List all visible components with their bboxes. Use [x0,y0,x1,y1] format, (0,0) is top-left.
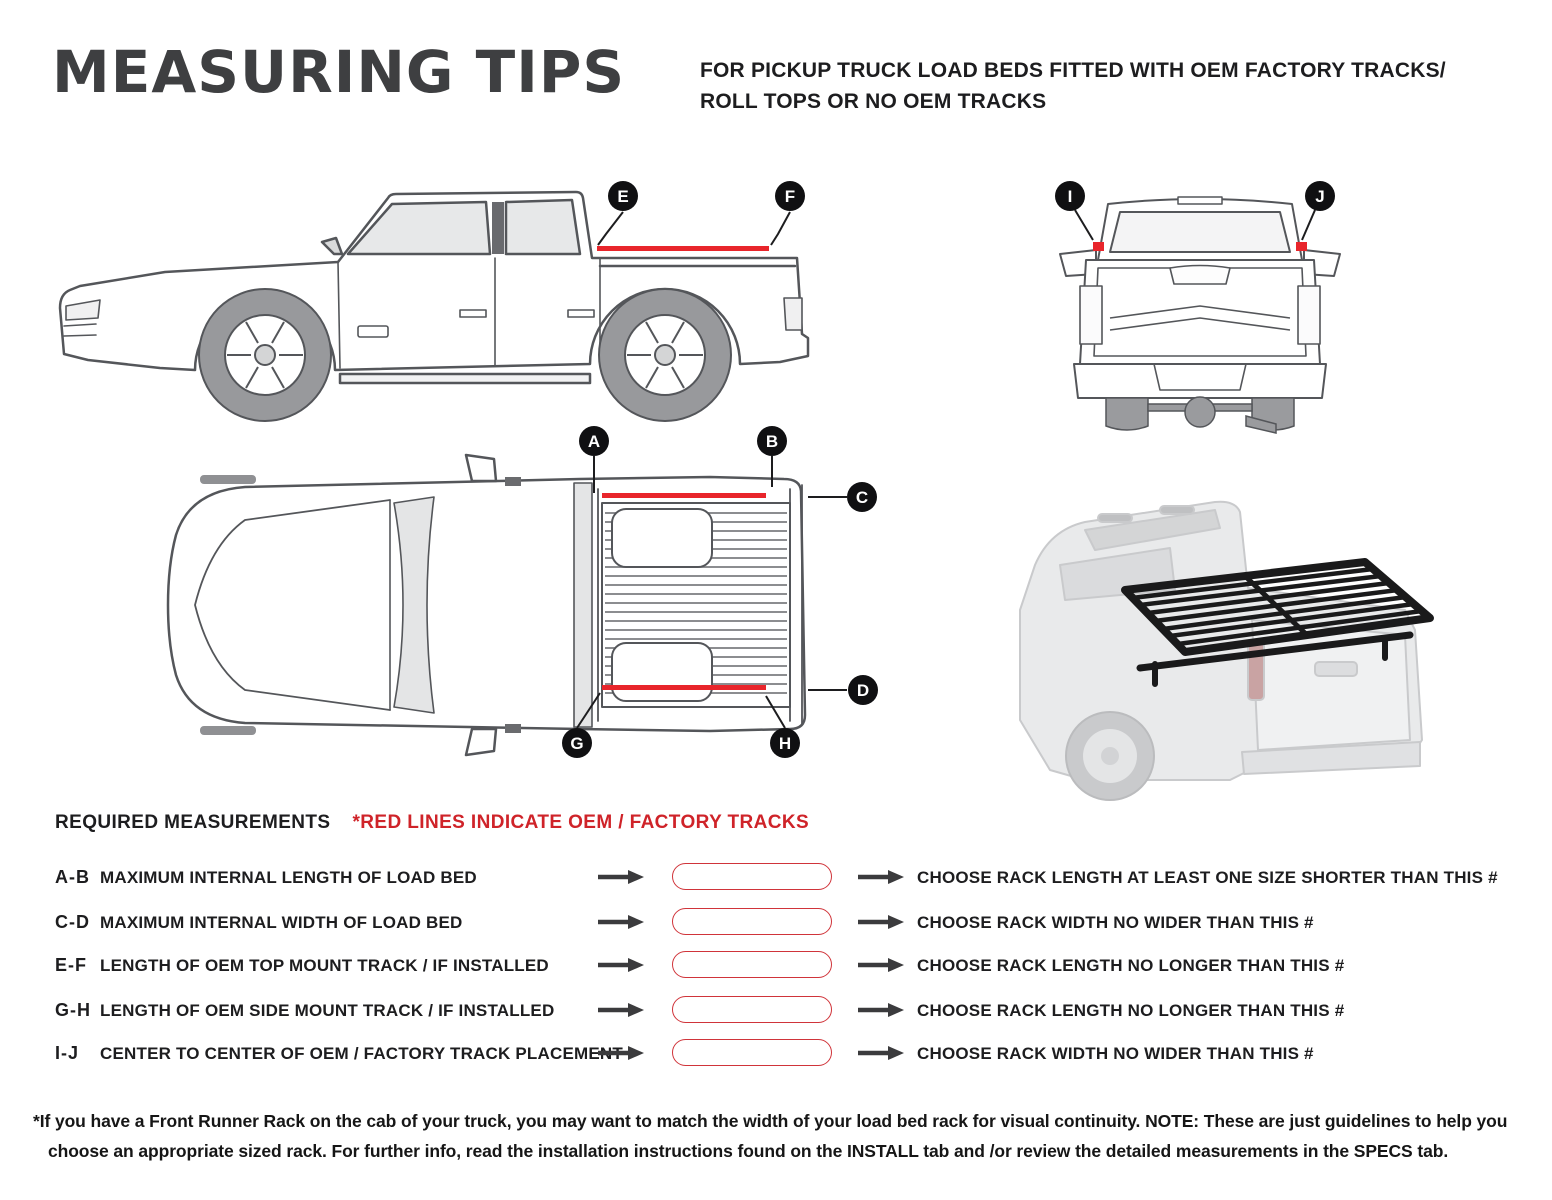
measurement-description: LENGTH OF OEM SIDE MOUNT TRACK / IF INSTALLED [100,1001,555,1020]
page-title: MEASURING TIPS [52,38,626,106]
oem-track-red-line-top-mount [597,246,769,251]
measurement-code: I-J [55,1043,80,1063]
marker-h [770,728,800,758]
truck-top-view-diagram [150,425,890,785]
arrow-right-icon [598,870,644,884]
arrow-right-icon [598,915,644,929]
rear-wheel [599,289,731,421]
svg-text:H: H [778,734,792,753]
measurement-value-field [672,863,832,890]
measurement-instruction: CHOOSE RACK LENGTH AT LEAST ONE SIZE SHORTER THAN THIS # [917,868,1498,887]
marker-f [775,181,805,211]
measurement-description: MAXIMUM INTERNAL LENGTH OF LOAD BED [100,868,477,887]
oem-track-red-line-bottom-rail [602,685,766,690]
measurement-code: C-D [55,912,90,932]
marker-d [848,675,878,705]
b-pillar-left [505,477,521,486]
measurement-description: LENGTH OF OEM TOP MOUNT TRACK / IF INSTALLED [100,956,549,975]
svg-text:E: E [617,187,629,206]
measurement-code: A-B [55,867,90,887]
marker-i [1055,181,1085,211]
arrow-right-icon [598,958,644,972]
measurement-instruction: CHOOSE RACK LENGTH NO LONGER THAN THIS # [917,1001,1345,1020]
measurement-value-field [672,996,832,1023]
arrow-right-icon [858,915,904,929]
required-measurements-heading [55,812,809,834]
marker-e-leader-line [598,212,623,245]
footnote: *If you have a Front Runner Rack on the cab of your truck, you may want to match the width of your load bed rack for visual continuity. NOTE: These are just guidelines to help you choose an appropriate sized rack. For further info, read the installation instructions found on the INSTALL tab and /or review the detailed measurements in the SPECS tab. [33,1111,1508,1161]
oem-track-red-line-top-rail [602,493,766,498]
subtitle-line-1: FOR PICKUP TRUCK LOAD BEDS FITTED WITH OEM FACTORY TRACKS/ [700,59,1446,82]
wheel-hump-left [612,509,712,567]
right-taillight [1298,286,1320,344]
tailgate-handle [1170,266,1230,285]
right-mirror-top-view [466,729,496,755]
svg-text:G: G [570,734,584,753]
truck-rear-body [1060,197,1340,398]
truck-top-body [168,455,805,755]
marker-a [579,426,609,456]
measurement-description: CENTER TO CENTER OF OEM / FACTORY TRACK PLACEMENT [100,1044,623,1063]
measurement-row-a-b [0,863,1552,891]
rear-undercarriage [1106,397,1294,433]
measurement-value-field [672,1039,832,1066]
roof-rail [1098,514,1132,522]
measurement-code: G-H [55,1000,91,1020]
measurement-value-field [672,908,832,935]
measurement-instruction: CHOOSE RACK WIDTH NO WIDER THAN THIS # [917,1044,1314,1063]
arrow-right-icon [858,1046,904,1060]
wheel-hump-right [612,643,712,701]
roof-rail-right [200,726,256,735]
arrow-right-icon [598,1046,644,1060]
svg-text:B: B [765,432,779,451]
marker-i-leader-line [1075,210,1093,240]
svg-text:D: D [856,681,870,700]
measurement-instruction: CHOOSE RACK LENGTH NO LONGER THAN THIS # [917,956,1345,975]
tailgate-handle [1315,662,1357,676]
subtitle-line-2: ROLL TOPS OR NO OEM TRACKS [700,90,1047,113]
marker-g [562,728,592,758]
marker-j-leader-line [1302,210,1315,240]
brake-light [1178,197,1222,204]
front-wheel [199,289,331,421]
svg-text:F: F [784,187,796,206]
arrow-right-icon [858,870,904,884]
arrow-right-icon [858,1003,904,1017]
arrow-right-icon [598,1003,644,1017]
truck-side-view-diagram [40,158,840,448]
taillight [784,298,802,330]
roof-rail [1160,506,1194,514]
red-lines-legend-note: *RED LINES INDICATE OEM / FACTORY TRACKS [352,812,810,833]
marker-f-leader-line [771,212,790,245]
rear-bumper [1074,364,1326,398]
left-mirror-top-view [466,455,496,481]
measurement-value-field [672,951,832,978]
oem-track-red-mark-right [1296,242,1307,251]
measurement-row-e-f [0,951,1552,979]
arrow-right-icon [858,958,904,972]
faded-wheel [1066,712,1154,800]
page-subtitle [700,55,1500,117]
fender-badge [358,326,388,337]
marker-b [757,426,787,456]
measurement-code: E-F [55,955,87,975]
product-photo-rack-on-truck [990,470,1470,810]
measurement-row-i-j [0,1039,1552,1067]
svg-text:I: I [1067,187,1073,206]
measurement-description: MAXIMUM INTERNAL WIDTH OF LOAD BED [100,913,463,932]
measurement-row-g-h [0,996,1552,1024]
left-taillight [1080,286,1102,344]
marker-c [847,482,877,512]
svg-text:C: C [855,488,869,507]
oem-track-red-mark-left [1093,242,1104,251]
side-mirror [322,238,342,254]
measurement-row-c-d [0,908,1552,936]
marker-e [608,181,638,211]
svg-text:A: A [587,432,601,451]
marker-j [1305,181,1335,211]
truck-rear-view-diagram [1050,168,1350,438]
b-pillar-right [505,724,521,733]
roof-rail-left [200,475,256,484]
section-title: REQUIRED MEASUREMENTS [55,812,331,833]
rear-window-top-view [574,483,592,727]
svg-text:J: J [1315,187,1325,206]
measurement-instruction: CHOOSE RACK WIDTH NO WIDER THAN THIS # [917,913,1314,932]
